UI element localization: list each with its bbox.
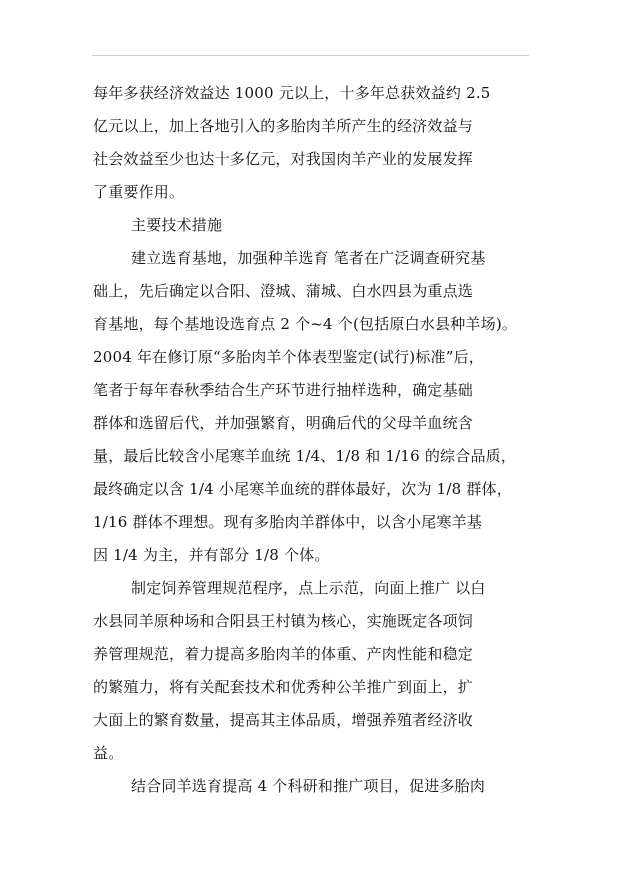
text-line: 水县同羊原种场和合阳县王村镇为核心，实施既定各项饲 (93, 612, 474, 630)
text-line: 1/16 群体不理想。现有多胎肉羊群体中，以含小尾寒羊基 (93, 513, 483, 531)
text-line: 的繁殖力，将有关配套技术和优秀种公羊推广到面上，扩 (93, 678, 474, 696)
text-line: 每年多获经济效益达 1000 元以上，十多年总获效益约 2.5 (93, 84, 491, 102)
text-line: 了重要作用。 (93, 183, 185, 201)
text-line: 2004 年在修订原“多胎肉羊个体表型鉴定(试行)标准”后， (93, 348, 484, 366)
text-line: 量，最后比较含小尾寒羊血统 1/4、1/8 和 1/16 的综合品质， (93, 447, 517, 465)
text-line: 养管理规范，着力提高多胎肉羊的体重、产肉性能和稳定 (93, 645, 474, 663)
text-line: 益。 (93, 744, 124, 762)
text-line: 社会效益至少也达十多亿元，对我国肉羊产业的发展发挥 (93, 150, 474, 168)
text-line: 亿元以上，加上各地引入的多胎肉羊所产生的经济效益与 (93, 117, 474, 135)
text-line: 最终确定以含 1/4 小尾寒羊血统的群体最好，次为 1/8 群体， (93, 480, 512, 498)
text-line: 制定饲养管理规范程序，点上示范，向面上推广 以白 (131, 579, 486, 597)
header-rule (92, 55, 529, 56)
text-line: 建立选育基地，加强种羊选育 笔者在广泛调查研究基 (131, 249, 486, 267)
text-line: 结合同羊选育提高 4 个科研和推广项目，促进多胎肉 (131, 777, 486, 795)
text-line: 因 1/4 为主，并有部分 1/8 个体。 (93, 546, 330, 564)
text-line: 大面上的繁育数量，提高其主体品质，增强养殖者经济收 (93, 711, 474, 729)
text-line: 笔者于每年春秋季结合生产环节进行抽样选种，确定基础 (93, 381, 474, 399)
text-line: 础上，先后确定以合阳、澄城、蒲城、白水四县为重点选 (93, 282, 474, 300)
text-line: 群体和选留后代，并加强繁育，明确后代的父母羊血统含 (93, 414, 474, 432)
section-heading: 主要技术措施 (131, 216, 223, 234)
text-line: 育基地，每个基地设选育点 2 个~4 个(包括原白水县种羊场)。 (93, 315, 518, 333)
